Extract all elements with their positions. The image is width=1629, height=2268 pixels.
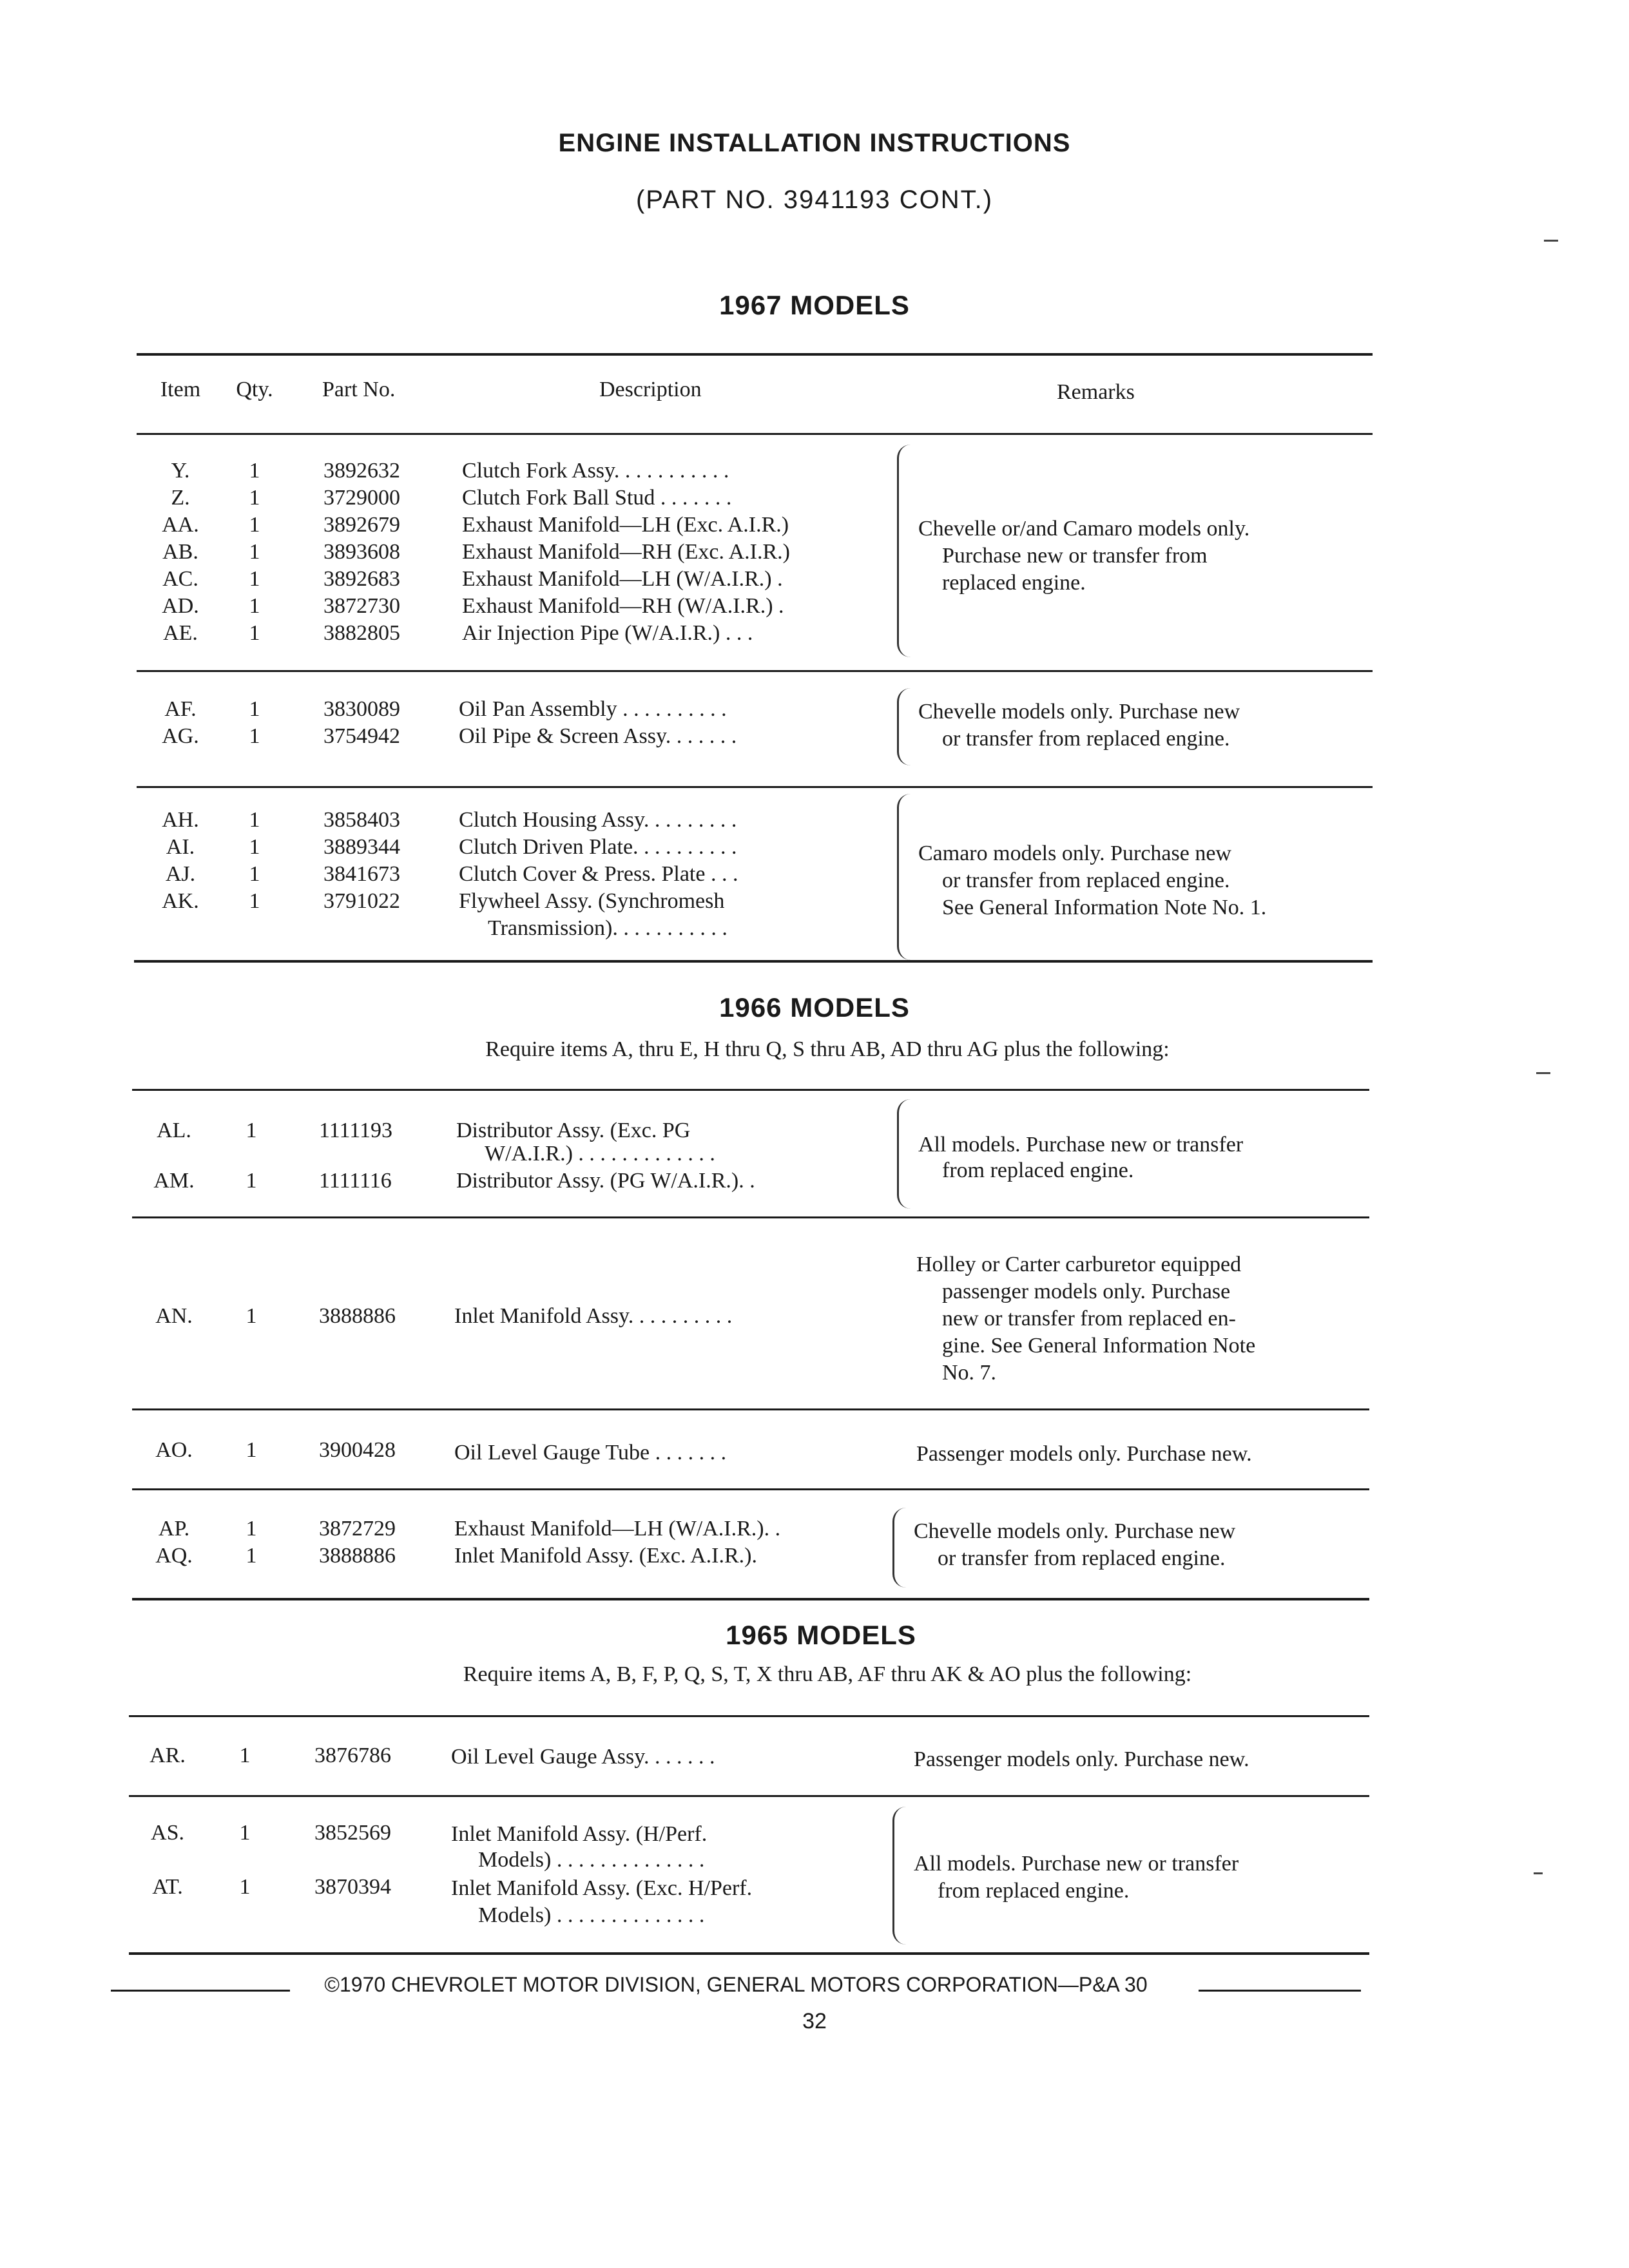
row-desc: Inlet Manifold Assy. (Exc. H/Perf.: [451, 1876, 753, 1900]
row-desc: Distributor Assy. (Exc. PG: [456, 1119, 691, 1142]
row-item: AB.: [162, 540, 198, 564]
row-item: AT.: [152, 1875, 183, 1899]
row-qty: 1: [249, 889, 260, 913]
row-item: Y.: [171, 459, 190, 483]
row-desc: Exhaust Manifold—LH (W/A.I.R.). .: [454, 1517, 781, 1541]
row-desc: Air Injection Pipe (W/A.I.R.) . . .: [462, 621, 753, 645]
remarks-line: Passenger models only. Purchase new.: [914, 1747, 1249, 1771]
row-item: AK.: [162, 889, 199, 913]
row-qty: 1: [246, 1544, 257, 1568]
row-desc: Clutch Driven Plate. . . . . . . . . .: [459, 835, 737, 859]
row-qty: 1: [249, 594, 260, 618]
row-item: AE.: [163, 621, 198, 645]
row-desc: Exhaust Manifold—LH (Exc. A.I.R.): [462, 513, 789, 537]
group-divider: [132, 1216, 1369, 1218]
row-part: 3893608: [323, 540, 400, 564]
row-item: AL.: [157, 1119, 191, 1142]
remarks-line: or transfer from replaced engine.: [942, 869, 1230, 892]
group-divider: [132, 1408, 1369, 1410]
column-header-description: Description: [599, 378, 702, 401]
margin-mark: [1544, 240, 1558, 242]
margin-mark: [1536, 1072, 1550, 1074]
row-part: 3888886: [319, 1304, 396, 1328]
row-part: 3888886: [319, 1544, 396, 1568]
row-qty: 1: [246, 1438, 257, 1462]
row-desc: Clutch Fork Assy. . . . . . . . . . .: [462, 459, 729, 483]
column-header-item: Item: [160, 378, 201, 401]
section-heading-1967: 1967 MODELS: [719, 290, 910, 320]
row-qty: 1: [246, 1119, 257, 1142]
table-top-rule: [137, 353, 1373, 356]
row-qty: 1: [246, 1517, 257, 1541]
remarks-line: from replaced engine.: [942, 1158, 1134, 1182]
row-part: 3872730: [323, 594, 400, 618]
row-desc: Inlet Manifold Assy. (Exc. A.I.R.).: [454, 1544, 757, 1568]
row-qty: 1: [249, 724, 260, 748]
row-item: AS.: [151, 1821, 184, 1845]
row-qty: 1: [249, 567, 260, 591]
row-item: AC.: [162, 567, 198, 591]
row-desc-continued: Transmission). . . . . . . . . . .: [488, 916, 728, 940]
group-divider: [137, 670, 1373, 672]
row-qty: 1: [239, 1821, 251, 1845]
row-desc: Exhaust Manifold—RH (Exc. A.I.R.): [462, 540, 790, 564]
grouping-brace: [892, 1807, 906, 1945]
row-qty: 1: [246, 1304, 257, 1328]
remarks-line: See General Information Note No. 1.: [942, 896, 1267, 919]
margin-mark: [1534, 1872, 1543, 1874]
page-title: ENGINE INSTALLATION INSTRUCTIONS: [558, 129, 1071, 157]
row-desc-continued: Models) . . . . . . . . . . . . . .: [478, 1848, 705, 1872]
row-item: AR.: [149, 1744, 186, 1767]
row-qty: 1: [249, 513, 260, 537]
row-part: 3841673: [323, 862, 400, 886]
row-desc: Flywheel Assy. (Synchromesh: [459, 889, 725, 913]
section-requirement-1966: Require items A, thru E, H thru Q, S thru AB, AD thru AG plus the following:: [485, 1037, 1170, 1061]
remarks-line: passenger models only. Purchase: [942, 1280, 1231, 1303]
remarks-line: No. 7.: [942, 1361, 997, 1385]
row-part: 3791022: [323, 889, 400, 913]
row-desc: Oil Pan Assembly . . . . . . . . . .: [459, 697, 727, 721]
page-subtitle: (PART NO. 3941193 CONT.): [635, 186, 994, 214]
row-desc: Clutch Fork Ball Stud . . . . . . .: [462, 486, 732, 510]
grouping-brace: [897, 794, 911, 960]
row-part: 3852569: [314, 1821, 391, 1845]
row-desc-continued: W/A.I.R.) . . . . . . . . . . . . .: [485, 1142, 715, 1166]
row-item: AM.: [153, 1169, 195, 1193]
row-desc: Clutch Cover & Press. Plate . . .: [459, 862, 738, 886]
row-item: AJ.: [165, 862, 196, 886]
remarks-line: Passenger models only. Purchase new.: [916, 1442, 1252, 1466]
row-part: 3858403: [323, 808, 400, 832]
row-qty: 1: [249, 540, 260, 564]
row-item: Z.: [171, 486, 190, 510]
row-item: AQ.: [155, 1544, 193, 1568]
row-part: 3892683: [323, 567, 400, 591]
remarks-line: gine. See General Information Note: [942, 1334, 1256, 1358]
row-desc: Oil Pipe & Screen Assy. . . . . . .: [459, 724, 737, 748]
row-item: AH.: [162, 808, 199, 832]
row-part: 3889344: [323, 835, 400, 859]
remarks-line: Chevelle models only. Purchase new: [918, 700, 1240, 724]
section-end-rule: [132, 1598, 1369, 1600]
section-heading-1966: 1966 MODELS: [719, 992, 910, 1023]
header-rule: [137, 433, 1373, 435]
row-qty: 1: [249, 459, 260, 483]
row-part: 1111193: [319, 1119, 392, 1142]
grouping-brace: [897, 445, 911, 657]
remarks-line: or transfer from replaced engine.: [938, 1546, 1226, 1570]
row-item: AA.: [162, 513, 199, 537]
row-part: 3872729: [319, 1517, 396, 1541]
column-header-part: Part No.: [322, 378, 396, 401]
remarks-line: All models. Purchase new or transfer: [918, 1133, 1244, 1157]
grouping-brace: [892, 1508, 906, 1588]
row-item: AN.: [155, 1304, 193, 1328]
row-qty: 1: [246, 1169, 257, 1193]
row-desc: Exhaust Manifold—LH (W/A.I.R.) .: [462, 567, 783, 591]
group-divider: [129, 1715, 1369, 1717]
column-header-qty: Qty.: [236, 378, 273, 401]
grouping-brace: [897, 1099, 911, 1209]
copyright-footer: ©1970 CHEVROLET MOTOR DIVISION, GENERAL MOTORS CORPORATION—P&A 30: [324, 1973, 1148, 1996]
row-desc: Oil Level Gauge Assy. . . . . . .: [451, 1745, 715, 1769]
row-desc-continued: Models) . . . . . . . . . . . . . .: [478, 1903, 705, 1927]
section-heading-1965: 1965 MODELS: [726, 1620, 916, 1650]
row-desc: Inlet Manifold Assy. . . . . . . . . .: [454, 1304, 733, 1328]
row-part: 3876786: [314, 1744, 391, 1767]
row-part: 3892632: [323, 459, 400, 483]
row-qty: 1: [249, 621, 260, 645]
row-item: AI.: [166, 835, 195, 859]
remarks-line: replaced engine.: [942, 571, 1086, 595]
row-qty: 1: [249, 808, 260, 832]
row-qty: 1: [239, 1875, 251, 1899]
remarks-line: Holley or Carter carburetor equipped: [916, 1253, 1242, 1276]
remarks-line: Camaro models only. Purchase new: [918, 841, 1231, 865]
row-part: 3729000: [323, 486, 400, 510]
remarks-line: from replaced engine.: [938, 1879, 1130, 1903]
section-end-rule: [134, 960, 1373, 963]
row-item: AO.: [155, 1438, 193, 1462]
row-qty: 1: [239, 1744, 251, 1767]
remarks-line: Chevelle or/and Camaro models only.: [918, 517, 1250, 541]
row-part: 3870394: [314, 1875, 391, 1899]
remarks-line: or transfer from replaced engine.: [942, 727, 1230, 751]
grouping-brace: [897, 688, 911, 765]
row-part: 3892679: [323, 513, 400, 537]
row-item: AD.: [162, 594, 199, 618]
remarks-line: All models. Purchase new or transfer: [914, 1852, 1239, 1876]
row-part: 3830089: [323, 697, 400, 721]
group-divider: [129, 1795, 1369, 1797]
row-qty: 1: [249, 486, 260, 510]
row-desc: Oil Level Gauge Tube . . . . . . .: [454, 1441, 727, 1465]
remarks-line: Purchase new or transfer from: [942, 544, 1208, 568]
row-part: 3900428: [319, 1438, 396, 1462]
section-requirement-1965: Require items A, B, F, P, Q, S, T, X thru AB, AF thru AK & AO plus the following:: [463, 1662, 1192, 1686]
page-number: 32: [802, 2009, 827, 2033]
row-item: AG.: [162, 724, 199, 748]
row-desc: Exhaust Manifold—RH (W/A.I.R.) .: [462, 594, 784, 618]
section-end-rule: [129, 1952, 1369, 1955]
row-part: 3754942: [323, 724, 400, 748]
group-divider: [137, 786, 1373, 788]
row-desc: Distributor Assy. (PG W/A.I.R.). .: [456, 1169, 755, 1193]
row-desc: Inlet Manifold Assy. (H/Perf.: [451, 1822, 708, 1846]
group-divider: [132, 1089, 1369, 1091]
row-part: 1111116: [319, 1169, 392, 1193]
remarks-line: new or transfer from replaced en-: [942, 1307, 1236, 1331]
row-item: AP.: [158, 1517, 190, 1541]
remarks-line: Chevelle models only. Purchase new: [914, 1519, 1236, 1543]
row-item: AF.: [164, 697, 197, 721]
row-qty: 1: [249, 697, 260, 721]
row-part: 3882805: [323, 621, 400, 645]
column-header-remarks: Remarks: [1057, 380, 1135, 404]
row-qty: 1: [249, 862, 260, 886]
row-desc: Clutch Housing Assy. . . . . . . . .: [459, 808, 737, 832]
row-qty: 1: [249, 835, 260, 859]
group-divider: [132, 1488, 1369, 1490]
